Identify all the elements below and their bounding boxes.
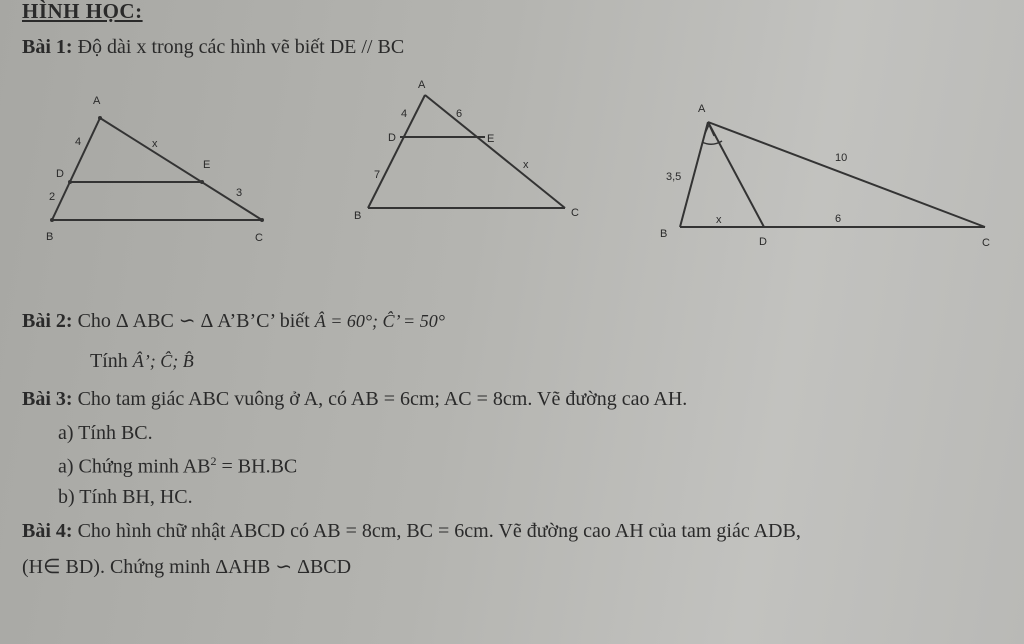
fig2-label-e: E [487, 133, 495, 145]
fig1-label-a: A [93, 95, 101, 107]
fig3-label-a: A [698, 103, 706, 115]
fig3-len-ab: 3,5 [666, 171, 682, 183]
exercise-3-item-1: a) Tính BC. [58, 422, 153, 444]
fig2-label-a: A [418, 79, 426, 91]
exercise-2-line2-text: Tính [90, 350, 128, 372]
fig1-label-d: D [56, 168, 64, 180]
exercise-1-text: Độ dài x trong các hình vẽ biết DE // BC [77, 36, 405, 58]
fig2-label-d: D [388, 132, 396, 144]
fig3-label-c: C [982, 237, 990, 249]
exercise-2-math: Â = 60°; Ĉ’ = 50° [314, 311, 445, 331]
exercise-2-label: Bài 2: [22, 310, 73, 332]
figure-3 [660, 95, 1000, 255]
exercise-3 [22, 388, 687, 411]
fig2-label-b: B [354, 210, 362, 222]
exercise-4 [22, 520, 801, 543]
exercise-2 [22, 308, 445, 333]
fig2-len-ec: x [523, 159, 529, 171]
exercise-4-line2: (H∈ BD). Chứng minh ΔAHB ∽ ΔBCD [22, 556, 352, 578]
exercise-2-line2-math: Â’; Ĉ; B̂ [132, 351, 194, 371]
exercise-3-item-2-text: a) Chứng minh AB [58, 455, 211, 478]
fig3-len-dc: 6 [835, 213, 842, 225]
figure-1 [40, 85, 280, 245]
fig1-len-db: 2 [49, 191, 56, 203]
fig3-label-b: B [660, 228, 668, 240]
fig1-label-e: E [203, 159, 211, 171]
exercise-2-text: Cho Δ ABC ∽ Δ A’B’C’ biết [77, 310, 310, 332]
exercise-1-label: Bài 1: [22, 36, 73, 58]
exercise-2-line2 [90, 350, 194, 373]
fig3-len-ac: 10 [835, 152, 848, 164]
fig3-label-d: D [759, 236, 767, 248]
exercise-3-text: Cho tam giác ABC vuông ở A, có AB = 6cm; AC = 8cm. Vẽ đường cao AH. [77, 388, 688, 410]
section-heading: HÌNH HỌC: [22, 0, 143, 23]
exercise-4-text: Cho hình chữ nhật ABCD có AB = 8cm, BC = 6cm. Vẽ đường cao AH của tam giác ADB, [77, 520, 801, 542]
fig1-label-c: C [255, 232, 263, 244]
exercise-3-label: Bài 3: [22, 388, 73, 410]
fig2-len-db: 7 [374, 169, 381, 181]
exercise-3-item-3: b) Tính BH, HC. [58, 486, 193, 508]
figure-2 [350, 75, 590, 225]
fig1-len-ae: x [152, 138, 158, 150]
exercise-3-item-2-sup: 2 [210, 454, 217, 468]
exercise-3-item-2-tail: = BH.BC [216, 455, 298, 478]
fig3-len-bd: x [716, 214, 722, 226]
fig2-len-ad: 4 [401, 108, 408, 120]
exercise-3-item-2 [58, 454, 297, 479]
fig1-label-b: B [46, 231, 54, 243]
exercise-1 [22, 36, 404, 59]
fig2-len-ae: 6 [456, 108, 463, 120]
fig2-label-c: C [571, 207, 579, 219]
fig1-len-ec: 3 [236, 187, 243, 199]
exercise-4-label: Bài 4: [22, 520, 73, 542]
fig1-len-ad: 4 [75, 136, 82, 148]
